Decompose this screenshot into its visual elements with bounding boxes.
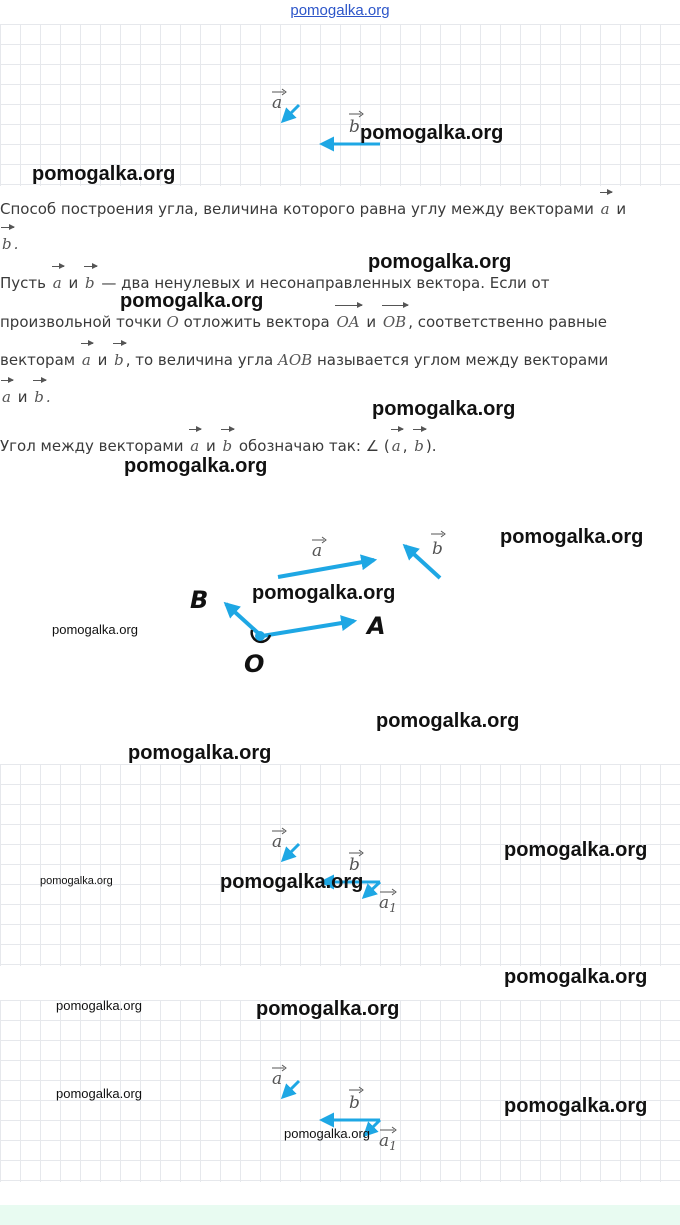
- vector-b-inline: b: [85, 274, 95, 292]
- vector-b-label: b: [349, 117, 360, 137]
- paragraph-definition-line-4: a и b .: [2, 388, 51, 406]
- watermark: pomogalka.org: [128, 742, 272, 764]
- watermark: pomogalka.org: [56, 998, 142, 1013]
- watermark: pomogalka.org: [56, 1086, 142, 1101]
- vector-a-inline: a: [52, 274, 62, 292]
- vector-a-arrow: [283, 1081, 299, 1097]
- point-b-label: B: [190, 586, 209, 614]
- paragraph-construction: Способ построения угла, величина которого равна углу между векторами a и: [0, 200, 627, 218]
- watermark: pomogalka.org: [52, 622, 138, 637]
- vector-a-label: a: [272, 93, 283, 113]
- watermark: pomogalka.org: [32, 163, 176, 185]
- vector-a-arrow: [283, 105, 299, 121]
- vector-ob-arrow: [226, 604, 258, 633]
- vector-oa-arrow: [262, 621, 354, 636]
- vector-a-label: a: [312, 541, 323, 561]
- watermark: pomogalka.org: [284, 1126, 370, 1141]
- vector-a-arrow: [283, 844, 299, 860]
- watermark: pomogalka.org: [504, 966, 648, 988]
- vectors-figure-3: [0, 764, 680, 966]
- vector-a1-arrow: [364, 882, 380, 897]
- watermark: pomogalka.org: [368, 251, 512, 273]
- watermark: pomogalka.org: [360, 122, 504, 144]
- paragraph-definition-line-3: векторам a и b , то величина угла AOB называется углом между векторами: [0, 351, 609, 369]
- vector-b-inline: b: [114, 351, 124, 369]
- point-o-dot: [255, 631, 265, 641]
- paragraph-notation: Угол между векторами a и b обозначаю так: ∠ ( a , b ).: [0, 437, 437, 455]
- point-o-label: O: [244, 650, 265, 678]
- vector-a-inline: a: [2, 388, 11, 406]
- vector-a-label: a: [272, 832, 283, 852]
- watermark: pomogalka.org: [504, 839, 648, 861]
- vector-ob-inline: OB: [382, 313, 407, 331]
- paragraph-definition-line-2: произвольной точки O отложить вектора OA и OB , соответственно равные: [0, 313, 607, 331]
- watermark: pomogalka.org: [500, 526, 644, 548]
- watermark: pomogalka.org: [376, 710, 520, 732]
- site-link[interactable]: pomogalka.org: [290, 2, 390, 19]
- vector-b-inline: b: [34, 388, 44, 406]
- vector-a-arrow: [278, 560, 374, 577]
- vector-a-label: a: [272, 1069, 283, 1089]
- paragraph-definition-line-1: Пусть a и b — два ненулевых и несонаправленных вектора. Если от: [0, 274, 550, 292]
- watermark: pomogalka.org: [220, 871, 364, 893]
- watermark: pomogalka.org: [256, 998, 400, 1020]
- vector-b-label: b: [349, 1093, 360, 1113]
- vector-a-inline: a: [391, 437, 401, 455]
- vector-b-label: b: [349, 855, 360, 875]
- watermark: pomogalka.org: [504, 1095, 648, 1117]
- vector-b-inline: b: [2, 235, 12, 253]
- watermark: pomogalka.org: [124, 455, 268, 477]
- vector-a1-label: $a_1$: [379, 893, 397, 915]
- vector-a-inline: a: [190, 437, 200, 455]
- paragraph-construction-cont: b .: [2, 235, 19, 253]
- point-a-label: A: [367, 612, 386, 640]
- vector-oa-inline: OA: [336, 313, 360, 331]
- vector-b-inline: b: [414, 437, 424, 455]
- vector-a-inline: a: [81, 351, 91, 369]
- watermark: pomogalka.org: [40, 875, 113, 887]
- watermark: pomogalka.org: [372, 398, 516, 420]
- vector-b-label: b: [432, 539, 443, 559]
- vectors-figure-1: [0, 24, 680, 186]
- watermark: pomogalka.org: [252, 582, 396, 604]
- bottom-band: [0, 1205, 680, 1225]
- angle-aob-inline: AOB: [278, 351, 313, 369]
- vector-b-inline: b: [222, 437, 233, 455]
- point-o-inline: O: [166, 313, 179, 331]
- vector-a-inline: a: [600, 200, 610, 218]
- watermark: pomogalka.org: [120, 290, 264, 312]
- vector-a1-label: $a_1$: [379, 1131, 397, 1153]
